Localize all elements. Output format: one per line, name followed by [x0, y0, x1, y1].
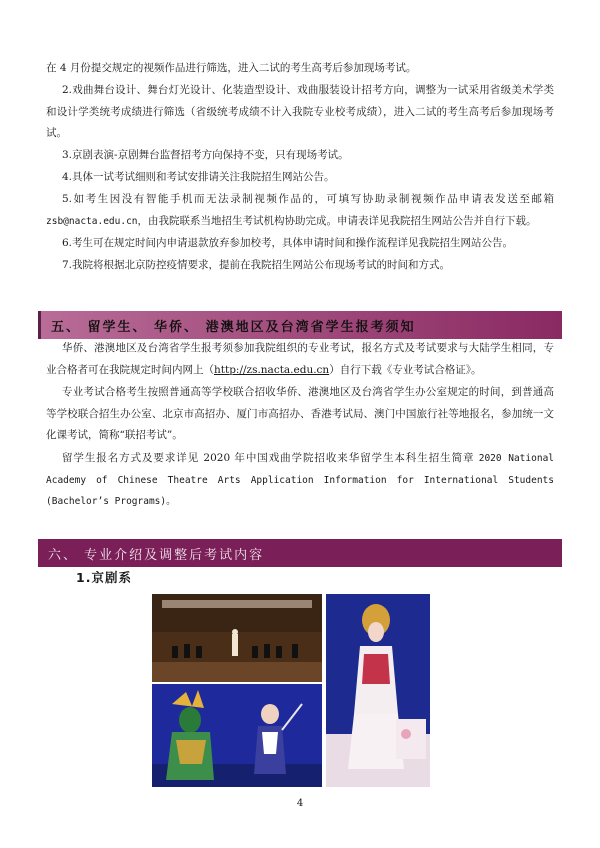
paragraph-item-5 — [46, 189, 554, 232]
section-6-heading — [38, 539, 562, 567]
section-5-p3-text-a: 留学生报名方式及要求详见 2020 年中国戏曲学院招收来华留学生本科生招生简章 — [62, 452, 475, 464]
section-5-p1-text-a: 华侨、港澳地区及台湾省学生报考须参加我院组织的专业考试，报名方式及考试要求与大陆学生相同，专业合格者可在我院规定时间内网上（ — [46, 342, 554, 376]
opera-performer-photo — [326, 594, 430, 787]
section-5-title: 五、 留学生、 华侨、 港澳地区及台湾省学生报考须知 — [51, 319, 416, 335]
section-6-title: 六、 专业介绍及调整后考试内容 — [48, 547, 265, 563]
section-5-paragraph-3 — [46, 448, 554, 513]
section-5-p1-text-b: ）自行下载《专业考试合格证》。 — [329, 363, 482, 376]
paragraph-item-2: 2.戏曲舞台设计、舞台灯光设计、化装造型设计、戏曲服装设计招考方向，调整为一试采用省级美术学类和设计学类统考成绩进行筛选（省级统考成绩不计入我院专业校考成绩），进入二试的考生高考后参加现场考试。 — [46, 84, 554, 139]
martial-opera-photo — [152, 684, 322, 787]
paragraph-item-6: 6.考生可在规定时间内申请退款放弃参加校考，具体申请时间和操作流程详见我院招生网站公告。 — [62, 237, 514, 249]
section-5-paragraph-1 — [46, 338, 554, 381]
section-5-p3-text-b: 2020 National Academy of Chinese Theatre Arts Application Information for International Students (Bachelor’s Programs)。 — [46, 453, 555, 507]
concert-stage-photo — [152, 594, 322, 682]
admissions-site-link[interactable]: http://zs.nacta.edu.cn — [214, 363, 330, 376]
section-5-heading — [38, 311, 562, 339]
paragraph-continuation: 在 4 月份提交规定的视频作品进行筛选，进入二试的考生高考后参加现场考试。 — [46, 62, 417, 74]
paragraph-item-4: 4.具体一试考试细则和考试安排请关注我院招生网站公告。 — [62, 171, 335, 183]
paragraph-item-5-text-a: 5.如考生因没有智能手机而无法录制视频作品的，可填写协助录制视频作品申请表发送至邮箱 — [62, 193, 554, 205]
email-address[interactable]: zsb@nacta.edu.cn — [46, 215, 138, 227]
paragraph-item-5-text-b: ，由我院联系当地招生考试机构协助完成。申请表详见我院招生网站公告并自行下载。 — [137, 214, 537, 227]
page-number: 4 — [296, 798, 304, 809]
section-5-paragraph-2: 专业考试合格考生按照普通高等学校联合招收华侨、港澳地区及台湾省学生办公室规定的时间，到普通高等学校联合招生办公室、北京市高招办、厦门市高招办、香港考试局、澳门中国旅行社等地报名，参加统一文化课考试，简称“联招考试”。 — [46, 386, 554, 441]
paragraph-item-7: 7.我院将根据北京防控疫情要求，提前在我院招生网站公布现场考试的时间和方式。 — [62, 259, 451, 271]
subsection-peking-opera-dept: 1.京剧系 — [76, 570, 132, 585]
paragraph-item-3: 3.京剧表演-京剧舞台监督招考方向保持不变，只有现场考试。 — [62, 149, 349, 161]
